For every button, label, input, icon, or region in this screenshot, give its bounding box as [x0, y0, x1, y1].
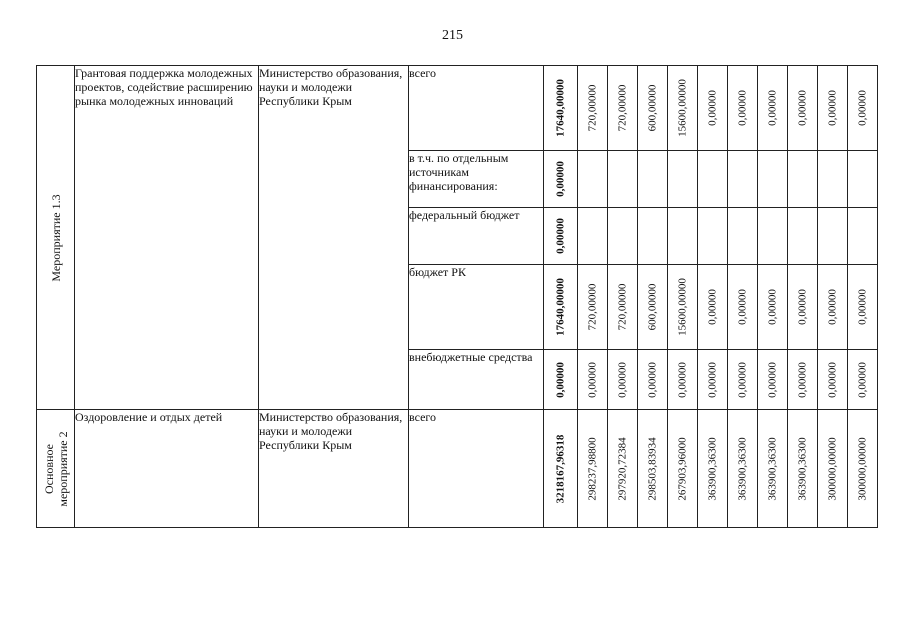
- cell-value: 0,00000: [856, 90, 868, 126]
- cell-value: 15600,00000: [676, 278, 688, 336]
- value-cell: [668, 151, 698, 208]
- cell-value: 0,00000: [826, 289, 838, 325]
- cell-value: 0,00000: [706, 361, 718, 398]
- value-cell: [608, 66, 638, 151]
- cell-value: 720,00000: [586, 283, 598, 331]
- value-cell: [848, 410, 878, 528]
- cell-value: 0,00000: [676, 361, 688, 398]
- cell-value: 720,00000: [616, 283, 628, 331]
- cell-value: 363900,36300: [706, 436, 718, 501]
- row-label: Мероприятие 1.3: [48, 193, 63, 282]
- value-cell: [578, 350, 608, 410]
- value-cell: [848, 66, 878, 151]
- cell-value: 267903,96000: [676, 436, 688, 501]
- value-cell: [638, 410, 668, 528]
- total-cell: [544, 66, 578, 151]
- cell-value: 0,00000: [766, 361, 778, 398]
- value-cell: [728, 66, 758, 151]
- cell-value: 0,00000: [856, 289, 868, 325]
- total-cell: [544, 350, 578, 410]
- total-cell: [544, 265, 578, 350]
- cell-value: 298503,83934: [646, 436, 658, 501]
- value-cell: [698, 208, 728, 265]
- value-cell: [788, 151, 818, 208]
- activity-name: Оздоровление и отдых детей: [75, 410, 259, 528]
- value-cell: [758, 410, 788, 528]
- value-cell: [638, 350, 668, 410]
- total-value: 17640,00000: [554, 278, 566, 336]
- cell-value: 0,00000: [706, 289, 718, 325]
- cell-value: 0,00000: [706, 90, 718, 126]
- cell-value: 0,00000: [796, 90, 808, 126]
- source-label: всего: [409, 66, 544, 151]
- value-cell: [758, 66, 788, 151]
- cell-value: 0,00000: [796, 289, 808, 325]
- value-cell: [668, 410, 698, 528]
- row-label-cell: [37, 410, 75, 528]
- row-label: [42, 431, 70, 506]
- cell-value: 600,00000: [646, 84, 658, 132]
- value-cell: [848, 350, 878, 410]
- value-cell: [608, 410, 638, 528]
- executor-name: Министерство образования, науки и молодежи Республики Крым: [259, 410, 409, 528]
- source-label: в т.ч. по отдельным источникам финансирования:: [409, 151, 544, 208]
- table-row: [37, 66, 878, 151]
- value-cell: [818, 151, 848, 208]
- value-cell: [638, 265, 668, 350]
- value-cell: [818, 410, 848, 528]
- budget-table: [36, 65, 878, 528]
- value-cell: [788, 265, 818, 350]
- row-label-line: мероприятие 2: [55, 430, 70, 507]
- source-label: бюджет РК: [409, 265, 544, 350]
- value-cell: [788, 410, 818, 528]
- value-cell: [728, 350, 758, 410]
- cell-value: 297920,72384: [616, 436, 628, 501]
- cell-value: 720,00000: [616, 84, 628, 132]
- cell-value: 363900,36300: [796, 436, 808, 501]
- value-cell: [818, 350, 848, 410]
- value-cell: [698, 350, 728, 410]
- value-cell: [608, 208, 638, 265]
- value-cell: [578, 265, 608, 350]
- cell-value: 720,00000: [586, 84, 598, 132]
- value-cell: [638, 151, 668, 208]
- cell-value: 0,00000: [826, 90, 838, 126]
- value-cell: [608, 265, 638, 350]
- value-cell: [728, 410, 758, 528]
- value-cell: [608, 151, 638, 208]
- cell-value: 0,00000: [616, 361, 628, 398]
- total-value: 0,00000: [554, 218, 566, 254]
- value-cell: [818, 208, 848, 265]
- value-cell: [698, 66, 728, 151]
- value-cell: [788, 208, 818, 265]
- value-cell: [848, 151, 878, 208]
- total-value: 3218167,96318: [554, 434, 566, 503]
- value-cell: [758, 151, 788, 208]
- value-cell: [578, 410, 608, 528]
- row-label-line: Основное: [41, 443, 56, 494]
- value-cell: [818, 265, 848, 350]
- value-cell: [848, 208, 878, 265]
- total-value: 17640,00000: [554, 79, 566, 137]
- value-cell: [758, 350, 788, 410]
- value-cell: [668, 265, 698, 350]
- table-row: [37, 410, 878, 528]
- total-cell: [544, 151, 578, 208]
- value-cell: [758, 265, 788, 350]
- cell-value: 0,00000: [736, 90, 748, 126]
- value-cell: [578, 208, 608, 265]
- source-label: федеральный бюджет: [409, 208, 544, 265]
- value-cell: [638, 66, 668, 151]
- activity-name: Грантовая поддержка молодежных проектов, содействие расширению рынка молодежных инноваций: [75, 66, 259, 410]
- value-cell: [728, 208, 758, 265]
- cell-value: 0,00000: [856, 361, 868, 398]
- value-cell: [608, 350, 638, 410]
- value-cell: [758, 208, 788, 265]
- value-cell: [698, 410, 728, 528]
- value-cell: [788, 66, 818, 151]
- cell-value: 600,00000: [646, 283, 658, 331]
- cell-value: 0,00000: [766, 90, 778, 126]
- value-cell: [578, 151, 608, 208]
- total-value: 0,00000: [554, 361, 566, 398]
- executor-name: Министерство образования, науки и молодежи Республики Крым: [259, 66, 409, 410]
- cell-value: 15600,00000: [676, 79, 688, 137]
- cell-value: 0,00000: [736, 361, 748, 398]
- value-cell: [818, 66, 848, 151]
- value-cell: [578, 66, 608, 151]
- page-number: 215: [442, 28, 463, 43]
- row-label-cell: [37, 66, 75, 410]
- value-cell: [788, 350, 818, 410]
- total-cell: [544, 208, 578, 265]
- cell-value: 298237,98800: [586, 436, 598, 501]
- cell-value: 0,00000: [586, 361, 598, 398]
- value-cell: [728, 151, 758, 208]
- value-cell: [668, 350, 698, 410]
- value-cell: [638, 208, 668, 265]
- cell-value: 0,00000: [736, 289, 748, 325]
- cell-value: 0,00000: [826, 361, 838, 398]
- value-cell: [848, 265, 878, 350]
- value-cell: [668, 208, 698, 265]
- cell-value: 300000,00000: [826, 436, 838, 501]
- value-cell: [728, 265, 758, 350]
- value-cell: [698, 265, 728, 350]
- source-label: внебюджетные средства: [409, 350, 544, 410]
- cell-value: 0,00000: [646, 361, 658, 398]
- value-cell: [668, 66, 698, 151]
- cell-value: 363900,36300: [736, 436, 748, 501]
- cell-value: 0,00000: [796, 361, 808, 398]
- source-label: всего: [409, 410, 544, 528]
- cell-value: 300000,00000: [856, 436, 868, 501]
- value-cell: [698, 151, 728, 208]
- cell-value: 0,00000: [766, 289, 778, 325]
- total-cell: [544, 410, 578, 528]
- cell-value: 363900,36300: [766, 436, 778, 501]
- total-value: 0,00000: [554, 161, 566, 197]
